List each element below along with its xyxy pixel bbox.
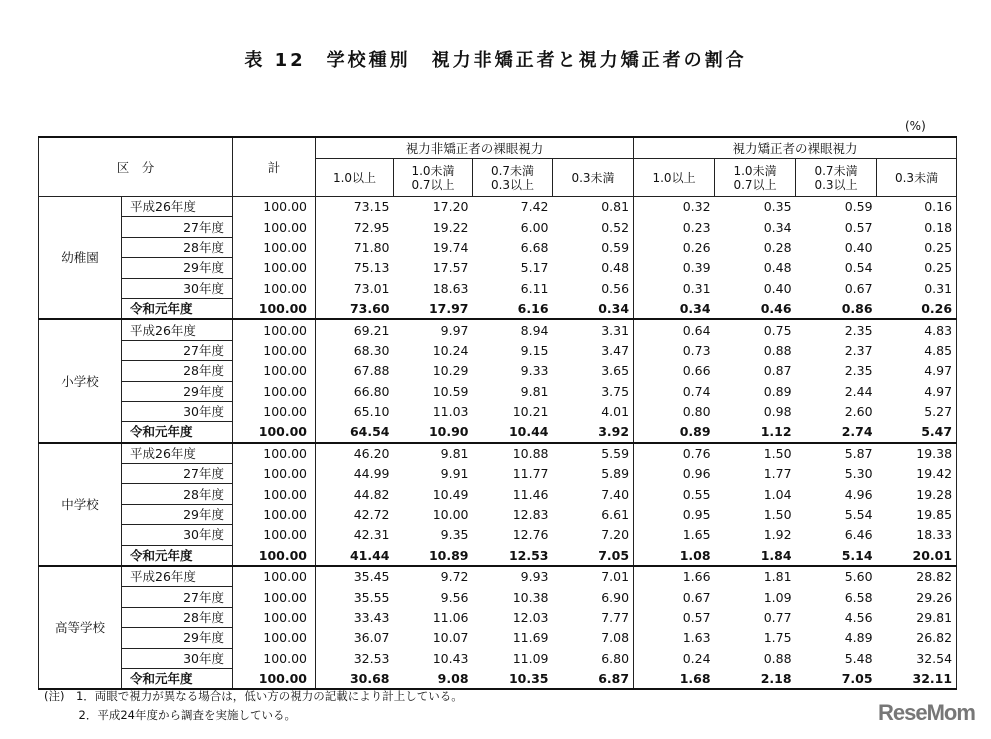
value-cell: 0.81 xyxy=(601,199,630,215)
value-cell: 0.98 xyxy=(763,404,792,420)
value-cell: 2.44 xyxy=(844,383,873,399)
subheader-corrected-3 xyxy=(796,159,877,197)
total-cell: 100.00 xyxy=(233,278,316,298)
value-cell: 0.89 xyxy=(634,422,715,443)
table-row xyxy=(39,237,957,257)
year-label: 30年度 xyxy=(122,401,233,421)
table-row xyxy=(39,668,957,689)
total-cell: 100.00 xyxy=(233,628,316,648)
value-cell: 1.77 xyxy=(763,466,792,482)
value-cell: 0.88 xyxy=(763,342,792,358)
value-cell: 73.01 xyxy=(353,280,390,296)
value-cell: 6.61 xyxy=(601,507,630,523)
value-cell: 0.67 xyxy=(634,587,715,607)
value-cell: 10.29 xyxy=(432,363,469,379)
value-cell: 3.65 xyxy=(601,363,630,379)
total-cell: 100.00 xyxy=(233,504,316,524)
year-label: 平成26年度 xyxy=(122,319,233,340)
value-cell: 1.81 xyxy=(763,569,792,585)
header-category: 区 分 xyxy=(39,137,233,197)
subheader-line: 0.7以上 xyxy=(411,177,455,192)
total-cell: 100.00 xyxy=(233,566,316,587)
total-cell: 100.00 xyxy=(233,401,316,421)
value-cell: 0.80 xyxy=(634,401,715,421)
value-cell: 7.05 xyxy=(553,545,634,566)
value-cell: 0.46 xyxy=(715,298,796,319)
unit-label: (%) xyxy=(905,119,926,133)
table-row xyxy=(39,545,957,566)
value-cell: 17.57 xyxy=(432,260,469,276)
value-cell: 6.80 xyxy=(601,650,630,666)
subheader-corrected-1 xyxy=(634,159,715,197)
value-cell: 10.43 xyxy=(432,650,469,666)
value-cell: 9.72 xyxy=(440,569,469,585)
year-label: 27年度 xyxy=(122,340,233,360)
value-cell: 6.90 xyxy=(601,589,630,605)
value-cell: 0.55 xyxy=(634,484,715,504)
subheader-line: 1.0以上 xyxy=(652,170,696,185)
table-row xyxy=(39,525,957,545)
value-cell: 5.17 xyxy=(520,260,549,276)
table-row xyxy=(39,401,957,421)
value-cell: 0.25 xyxy=(877,237,957,257)
total-cell: 100.00 xyxy=(233,607,316,627)
value-cell: 2.18 xyxy=(715,668,796,689)
value-cell: 5.87 xyxy=(844,446,873,462)
value-cell: 7.40 xyxy=(601,486,630,502)
value-cell: 10.24 xyxy=(432,342,469,358)
table-row xyxy=(39,319,957,340)
table-row xyxy=(39,197,957,217)
group-label: 中学校 xyxy=(39,443,122,566)
total-cell: 100.00 xyxy=(233,443,316,464)
value-cell: 7.01 xyxy=(601,569,630,585)
value-cell: 11.69 xyxy=(512,630,549,646)
total-cell: 100.00 xyxy=(233,258,316,278)
value-cell: 2.35 xyxy=(844,322,873,338)
value-cell: 9.93 xyxy=(520,569,549,585)
subheader-uncorrected-1 xyxy=(316,159,394,197)
value-cell: 0.31 xyxy=(634,278,715,298)
table-row xyxy=(39,381,957,401)
value-cell: 5.60 xyxy=(844,569,873,585)
value-cell: 9.81 xyxy=(440,446,469,462)
subheader-corrected-2 xyxy=(715,159,796,197)
value-cell: 0.56 xyxy=(601,280,630,296)
total-cell: 100.00 xyxy=(233,361,316,381)
subheader-line: 0.7未満 xyxy=(814,163,858,178)
table-row xyxy=(39,422,957,443)
value-cell: 44.82 xyxy=(353,486,390,502)
year-label: 30年度 xyxy=(122,648,233,668)
subheader-line: 0.3未満 xyxy=(894,170,939,185)
table-row xyxy=(39,607,957,627)
value-cell: 6.68 xyxy=(520,239,549,255)
value-cell: 0.96 xyxy=(634,464,715,484)
value-cell: 68.30 xyxy=(353,342,390,358)
value-cell: 10.49 xyxy=(432,486,469,502)
total-cell: 100.00 xyxy=(233,484,316,504)
value-cell: 0.57 xyxy=(844,219,873,235)
total-cell: 100.00 xyxy=(233,217,316,237)
value-cell: 19.38 xyxy=(877,443,957,464)
value-cell: 0.66 xyxy=(634,361,715,381)
subheader-line: 1.0以上 xyxy=(332,170,377,185)
year-label: 令和元年度 xyxy=(122,298,233,319)
value-cell: 10.59 xyxy=(432,383,469,399)
value-cell: 9.81 xyxy=(520,383,549,399)
subheader-line: 0.7以上 xyxy=(733,177,777,192)
value-cell: 32.11 xyxy=(877,668,957,689)
year-label: 28年度 xyxy=(122,607,233,627)
table-row xyxy=(39,587,957,607)
year-label: 30年度 xyxy=(122,525,233,545)
value-cell: 73.60 xyxy=(316,298,394,319)
value-cell: 10.07 xyxy=(432,630,469,646)
value-cell: 0.18 xyxy=(877,217,957,237)
total-cell: 100.00 xyxy=(233,668,316,689)
value-cell: 10.21 xyxy=(512,404,549,420)
value-cell: 0.28 xyxy=(763,239,792,255)
year-label: 29年度 xyxy=(122,381,233,401)
total-cell: 100.00 xyxy=(233,464,316,484)
value-cell: 0.39 xyxy=(634,258,715,278)
value-cell: 5.59 xyxy=(601,446,630,462)
value-cell: 0.34 xyxy=(763,219,792,235)
table-row xyxy=(39,443,957,464)
table-row xyxy=(39,340,957,360)
value-cell: 10.90 xyxy=(394,422,473,443)
value-cell: 2.74 xyxy=(796,422,877,443)
value-cell: 18.33 xyxy=(877,525,957,545)
group-label: 幼稚園 xyxy=(39,197,122,320)
value-cell: 35.45 xyxy=(353,569,390,585)
value-cell: 41.44 xyxy=(316,545,394,566)
value-cell: 1.08 xyxy=(634,545,715,566)
table-row xyxy=(39,504,957,524)
value-cell: 11.46 xyxy=(512,486,549,502)
value-cell: 10.00 xyxy=(432,507,469,523)
value-cell: 1.68 xyxy=(634,668,715,689)
value-cell: 7.05 xyxy=(796,668,877,689)
subheader-line: 1.0未満 xyxy=(733,163,777,178)
table-row xyxy=(39,278,957,298)
value-cell: 2.37 xyxy=(844,342,873,358)
year-label: 29年度 xyxy=(122,504,233,524)
table-row xyxy=(39,361,957,381)
value-cell: 0.23 xyxy=(634,217,715,237)
value-cell: 0.26 xyxy=(634,237,715,257)
value-cell: 0.34 xyxy=(634,298,715,319)
value-cell: 0.67 xyxy=(844,280,873,296)
value-cell: 1.50 xyxy=(763,507,792,523)
value-cell: 11.09 xyxy=(512,650,549,666)
resemom-logo: ReseMom xyxy=(878,700,975,725)
value-cell: 10.35 xyxy=(473,668,553,689)
value-cell: 9.15 xyxy=(520,342,549,358)
value-cell: 3.31 xyxy=(601,322,630,338)
value-cell: 19.22 xyxy=(432,219,469,235)
year-label: 28年度 xyxy=(122,484,233,504)
value-cell: 17.20 xyxy=(432,199,469,215)
total-cell: 100.00 xyxy=(233,340,316,360)
value-cell: 10.38 xyxy=(512,589,549,605)
value-cell: 4.97 xyxy=(877,381,957,401)
subheader-line: 1.0未満 xyxy=(411,163,455,178)
value-cell: 3.75 xyxy=(601,383,630,399)
value-cell: 42.31 xyxy=(353,527,390,543)
value-cell: 29.26 xyxy=(877,587,957,607)
value-cell: 0.77 xyxy=(763,610,792,625)
value-cell: 0.26 xyxy=(877,298,957,319)
value-cell: 4.01 xyxy=(601,404,630,420)
value-cell: 6.58 xyxy=(844,589,873,605)
value-cell: 4.97 xyxy=(877,361,957,381)
subheader-uncorrected-4 xyxy=(553,159,634,197)
value-cell: 1.75 xyxy=(763,630,792,646)
value-cell: 1.92 xyxy=(763,527,792,543)
total-cell: 100.00 xyxy=(233,545,316,566)
header-total: 計 xyxy=(233,137,316,197)
value-cell: 10.89 xyxy=(394,545,473,566)
value-cell: 32.54 xyxy=(877,648,957,668)
value-cell: 11.03 xyxy=(432,404,469,420)
value-cell: 19.85 xyxy=(877,504,957,524)
year-label: 28年度 xyxy=(122,361,233,381)
value-cell: 7.77 xyxy=(601,610,630,625)
value-cell: 5.30 xyxy=(844,466,873,482)
value-cell: 5.89 xyxy=(601,466,630,482)
year-label: 27年度 xyxy=(122,587,233,607)
total-cell: 100.00 xyxy=(233,525,316,545)
value-cell: 6.46 xyxy=(844,527,873,543)
value-cell: 9.56 xyxy=(440,589,469,605)
year-label: 平成26年度 xyxy=(122,443,233,464)
value-cell: 18.63 xyxy=(432,280,469,296)
table-row xyxy=(39,566,957,587)
year-label: 平成26年度 xyxy=(122,566,233,587)
subheader-uncorrected-2 xyxy=(394,159,473,197)
value-cell: 1.84 xyxy=(715,545,796,566)
value-cell: 69.21 xyxy=(353,322,390,338)
table-row xyxy=(39,217,957,237)
total-cell: 100.00 xyxy=(233,381,316,401)
value-cell: 0.73 xyxy=(634,340,715,360)
subheader-line: 0.3以上 xyxy=(490,177,535,192)
year-label: 30年度 xyxy=(122,278,233,298)
value-cell: 3.47 xyxy=(601,342,630,358)
value-cell: 36.07 xyxy=(353,630,390,646)
value-cell: 9.91 xyxy=(440,466,469,482)
value-cell: 12.83 xyxy=(512,507,549,523)
value-cell: 0.95 xyxy=(634,504,715,524)
value-cell: 1.04 xyxy=(763,486,792,502)
value-cell: 71.80 xyxy=(353,239,390,255)
value-cell: 5.54 xyxy=(844,507,873,523)
value-cell: 5.27 xyxy=(877,401,957,421)
year-label: 令和元年度 xyxy=(122,545,233,566)
value-cell: 0.25 xyxy=(877,258,957,278)
table-row xyxy=(39,648,957,668)
value-cell: 65.10 xyxy=(353,404,390,420)
value-cell: 4.89 xyxy=(844,630,873,646)
value-cell: 1.65 xyxy=(634,525,715,545)
note-2: 2．平成24年度から調査を実施している。 xyxy=(44,708,296,722)
subheader-line: 0.7未満 xyxy=(490,163,535,178)
value-cell: 0.35 xyxy=(763,199,792,215)
table-row xyxy=(39,484,957,504)
total-cell: 100.00 xyxy=(233,298,316,319)
value-cell: 67.88 xyxy=(353,363,390,379)
year-label: 27年度 xyxy=(122,217,233,237)
value-cell: 0.87 xyxy=(763,363,792,379)
value-cell: 0.89 xyxy=(763,383,792,399)
value-cell: 3.92 xyxy=(553,422,634,443)
subheader-line: 0.3以上 xyxy=(814,177,858,192)
value-cell: 4.85 xyxy=(877,340,957,360)
value-cell: 0.31 xyxy=(877,278,957,298)
subheader-uncorrected-3 xyxy=(473,159,553,197)
value-cell: 26.82 xyxy=(877,628,957,648)
value-cell: 10.44 xyxy=(473,422,553,443)
value-cell: 1.66 xyxy=(634,566,715,587)
total-cell: 100.00 xyxy=(233,422,316,443)
value-cell: 42.72 xyxy=(353,507,390,523)
value-cell: 7.20 xyxy=(601,527,630,543)
value-cell: 4.96 xyxy=(844,486,873,502)
value-cell: 64.54 xyxy=(316,422,394,443)
value-cell: 11.77 xyxy=(512,466,549,482)
value-cell: 19.42 xyxy=(877,464,957,484)
header-corrected: 視力矯正者の裸眼視力 xyxy=(634,137,957,159)
value-cell: 12.53 xyxy=(473,545,553,566)
year-label: 29年度 xyxy=(122,628,233,648)
value-cell: 6.11 xyxy=(520,280,549,296)
value-cell: 0.40 xyxy=(844,239,873,255)
value-cell: 6.00 xyxy=(520,219,549,235)
value-cell: 0.40 xyxy=(763,280,792,296)
value-cell: 1.50 xyxy=(763,446,792,462)
vision-table xyxy=(38,136,957,690)
value-cell: 10.88 xyxy=(512,446,549,462)
value-cell: 1.12 xyxy=(715,422,796,443)
value-cell: 0.86 xyxy=(796,298,877,319)
value-cell: 20.01 xyxy=(877,545,957,566)
value-cell: 9.33 xyxy=(520,363,549,379)
value-cell: 72.95 xyxy=(353,219,390,235)
value-cell: 5.47 xyxy=(877,422,957,443)
value-cell: 35.55 xyxy=(353,589,390,605)
year-label: 平成26年度 xyxy=(122,197,233,217)
year-label: 27年度 xyxy=(122,464,233,484)
total-cell: 100.00 xyxy=(233,648,316,668)
value-cell: 7.42 xyxy=(520,199,549,215)
value-cell: 0.48 xyxy=(601,260,630,276)
year-label: 令和元年度 xyxy=(122,668,233,689)
value-cell: 0.88 xyxy=(763,650,792,666)
value-cell: 0.24 xyxy=(634,648,715,668)
table-row xyxy=(39,258,957,278)
value-cell: 6.87 xyxy=(553,668,634,689)
value-cell: 4.56 xyxy=(844,610,873,625)
value-cell: 9.35 xyxy=(440,527,469,543)
value-cell: 46.20 xyxy=(353,446,390,462)
value-cell: 0.52 xyxy=(601,219,630,235)
value-cell: 0.59 xyxy=(844,199,873,215)
note-1: (注) 1．両眼で視力が異なる場合は，低い方の視力の記載により計上している。 xyxy=(44,689,463,703)
value-cell: 0.54 xyxy=(844,260,873,276)
value-cell: 66.80 xyxy=(353,383,390,399)
year-label: 令和元年度 xyxy=(122,422,233,443)
value-cell: 5.14 xyxy=(796,545,877,566)
value-cell: 6.16 xyxy=(473,298,553,319)
table-title: 表 12 学校種別 視力非矯正者と視力矯正者の割合 xyxy=(244,50,747,71)
group-label: 小学校 xyxy=(39,319,122,442)
value-cell: 12.03 xyxy=(512,610,549,625)
value-cell: 0.57 xyxy=(634,607,715,627)
value-cell: 0.16 xyxy=(877,197,957,217)
group-label: 高等学校 xyxy=(39,566,122,689)
value-cell: 30.68 xyxy=(316,668,394,689)
value-cell: 5.48 xyxy=(844,650,873,666)
value-cell: 9.08 xyxy=(394,668,473,689)
year-label: 28年度 xyxy=(122,237,233,257)
value-cell: 0.64 xyxy=(634,319,715,340)
subheader-corrected-4 xyxy=(877,159,957,197)
value-cell: 0.48 xyxy=(763,260,792,276)
value-cell: 73.15 xyxy=(353,199,390,215)
header-uncorrected: 視力非矯正者の裸眼視力 xyxy=(316,137,634,159)
value-cell: 8.94 xyxy=(520,322,549,338)
table-row xyxy=(39,298,957,319)
value-cell: 4.83 xyxy=(877,319,957,340)
value-cell: 33.43 xyxy=(353,610,390,625)
value-cell: 12.76 xyxy=(512,527,549,543)
table-row xyxy=(39,464,957,484)
value-cell: 19.28 xyxy=(877,484,957,504)
value-cell: 2.35 xyxy=(844,363,873,379)
value-cell: 32.53 xyxy=(353,650,390,666)
value-cell: 0.74 xyxy=(634,381,715,401)
value-cell: 9.97 xyxy=(440,322,469,338)
total-cell: 100.00 xyxy=(233,319,316,340)
value-cell: 11.06 xyxy=(432,610,469,625)
value-cell: 7.08 xyxy=(601,630,630,646)
value-cell: 2.60 xyxy=(844,404,873,420)
value-cell: 0.34 xyxy=(553,298,634,319)
value-cell: 0.32 xyxy=(634,197,715,217)
value-cell: 28.82 xyxy=(877,566,957,587)
value-cell: 17.97 xyxy=(394,298,473,319)
total-cell: 100.00 xyxy=(233,197,316,217)
value-cell: 44.99 xyxy=(353,466,390,482)
value-cell: 19.74 xyxy=(432,239,469,255)
total-cell: 100.00 xyxy=(233,237,316,257)
value-cell: 1.63 xyxy=(634,628,715,648)
year-label: 29年度 xyxy=(122,258,233,278)
table-row xyxy=(39,628,957,648)
subheader-line: 0.3未満 xyxy=(571,170,615,185)
value-cell: 1.09 xyxy=(763,589,792,605)
value-cell: 0.59 xyxy=(601,239,630,255)
value-cell: 29.81 xyxy=(877,607,957,627)
value-cell: 0.75 xyxy=(763,322,792,338)
value-cell: 75.13 xyxy=(353,260,390,276)
total-cell: 100.00 xyxy=(233,587,316,607)
value-cell: 0.76 xyxy=(634,443,715,464)
